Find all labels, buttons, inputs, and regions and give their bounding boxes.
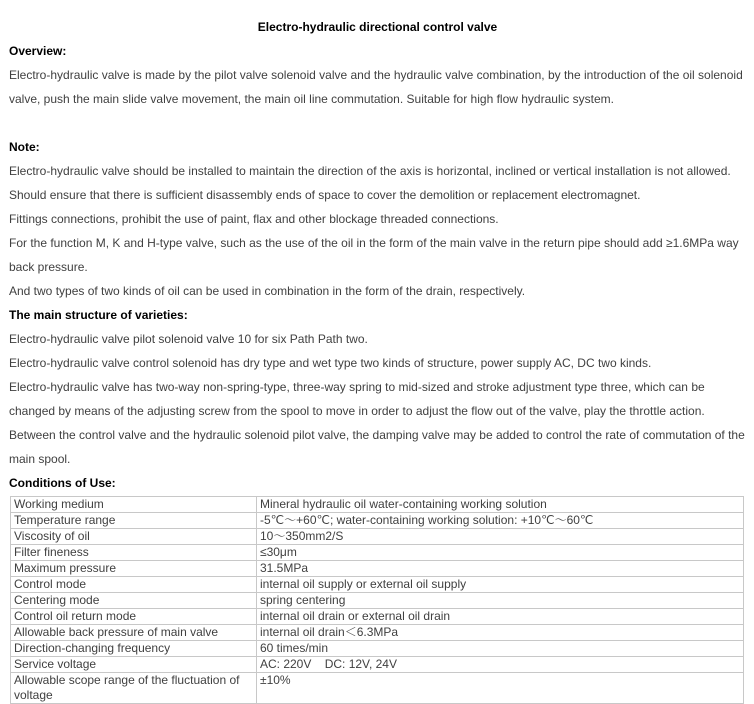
section-note	[9, 135, 746, 303]
param-value-cell: 31.5MPa	[257, 561, 744, 577]
section-heading: Overview:	[9, 44, 67, 58]
page-title: Electro-hydraulic directional control valve	[257, 20, 498, 34]
param-value-cell: internal oil drain or external oil drain	[257, 609, 744, 625]
section-heading: Note:	[9, 140, 40, 154]
param-name-cell: Filter fineness	[11, 545, 257, 561]
paragraph: Electro-hydraulic valve should be installed to maintain the direction of the axis is horizontal, inclined or vertical installation is not allowed.	[9, 164, 731, 178]
table-row	[11, 673, 744, 704]
table-row	[11, 545, 744, 561]
section-heading: The main structure of varieties:	[9, 308, 188, 322]
paragraph: Electro-hydraulic valve has two-way non-spring-type, three-way spring to mid-sized and stroke adjustment type three, which can be changed by means of the adjusting screw from the spool to move in order to adjust the flow out of the valve, play the throttle action.	[9, 380, 705, 418]
paragraph: And two types of two kinds of oil can be used in combination in the form of the drain, respectively.	[9, 284, 526, 298]
table-row	[11, 561, 744, 577]
param-name-cell: Control mode	[11, 577, 257, 593]
param-name-cell: Allowable scope range of the fluctuation of voltage	[11, 673, 257, 704]
section-structure	[9, 303, 746, 471]
table-row	[11, 625, 744, 641]
section-paragraphs	[9, 327, 746, 471]
param-value-cell: 60 times/min	[257, 641, 744, 657]
table-row	[11, 609, 744, 625]
param-value-cell: internal oil drain＜6.3MPa	[257, 625, 744, 641]
section-paragraphs	[9, 159, 746, 303]
conditions-table	[10, 496, 744, 704]
section-heading: Conditions of Use:	[9, 476, 116, 490]
table-row	[11, 593, 744, 609]
table-row	[11, 657, 744, 673]
paragraph: Fittings connections, prohibit the use of paint, flax and other blockage threaded connections.	[9, 212, 499, 226]
param-name-cell: Allowable back pressure of main valve	[11, 625, 257, 641]
param-value-cell: 10～350mm2/S	[257, 529, 744, 545]
table-row	[11, 513, 744, 529]
section-paragraphs	[9, 63, 746, 111]
paragraph: Electro-hydraulic valve control solenoid has dry type and wet type two kinds of structure, power supply AC, DC two kinds.	[9, 356, 652, 370]
param-name-cell: Maximum pressure	[11, 561, 257, 577]
paragraph: Should ensure that there is sufficient disassembly ends of space to cover the demolition or replacement electromagnet.	[9, 188, 641, 202]
section-conditions	[9, 471, 746, 495]
param-value-cell: ±10%	[257, 673, 744, 704]
table-row	[11, 497, 744, 513]
section-overview	[9, 39, 746, 111]
param-name-cell: Temperature range	[11, 513, 257, 529]
param-value-cell: Mineral hydraulic oil water-containing working solution	[257, 497, 744, 513]
table-row	[11, 529, 744, 545]
table-row	[11, 641, 744, 657]
param-name-cell: Working medium	[11, 497, 257, 513]
paragraph: Between the control valve and the hydraulic solenoid pilot valve, the damping valve may be added to control the rate of commutation of the main spool.	[9, 428, 745, 466]
paragraph: Electro-hydraulic valve is made by the pilot valve solenoid valve and the hydraulic valve combination, by the introduction of the oil solenoid valve, push the main slide valve movement, the main oil line commutation. Suitable for high flow hydraulic system.	[9, 68, 743, 106]
paragraph: For the function M, K and H-type valve, such as the use of the oil in the form of the main valve in the return pipe should add ≥1.6MPa way back pressure.	[9, 236, 739, 274]
param-value-cell: internal oil supply or external oil supply	[257, 577, 744, 593]
param-name-cell: Viscosity of oil	[11, 529, 257, 545]
table-row	[11, 577, 744, 593]
paragraph: Electro-hydraulic valve pilot solenoid valve 10 for six Path Path two.	[9, 332, 368, 346]
param-name-cell: Service voltage	[11, 657, 257, 673]
param-name-cell: Centering mode	[11, 593, 257, 609]
param-value-cell: spring centering	[257, 593, 744, 609]
sections-container	[9, 39, 746, 495]
param-name-cell: Control oil return mode	[11, 609, 257, 625]
param-value-cell: -5℃～+60℃; water-containing working solution: +10℃～60℃	[257, 513, 744, 529]
param-value-cell: AC: 220V DC: 12V, 24V	[257, 657, 744, 673]
param-name-cell: Direction-changing frequency	[11, 641, 257, 657]
param-value-cell: ≤30μm	[257, 545, 744, 561]
